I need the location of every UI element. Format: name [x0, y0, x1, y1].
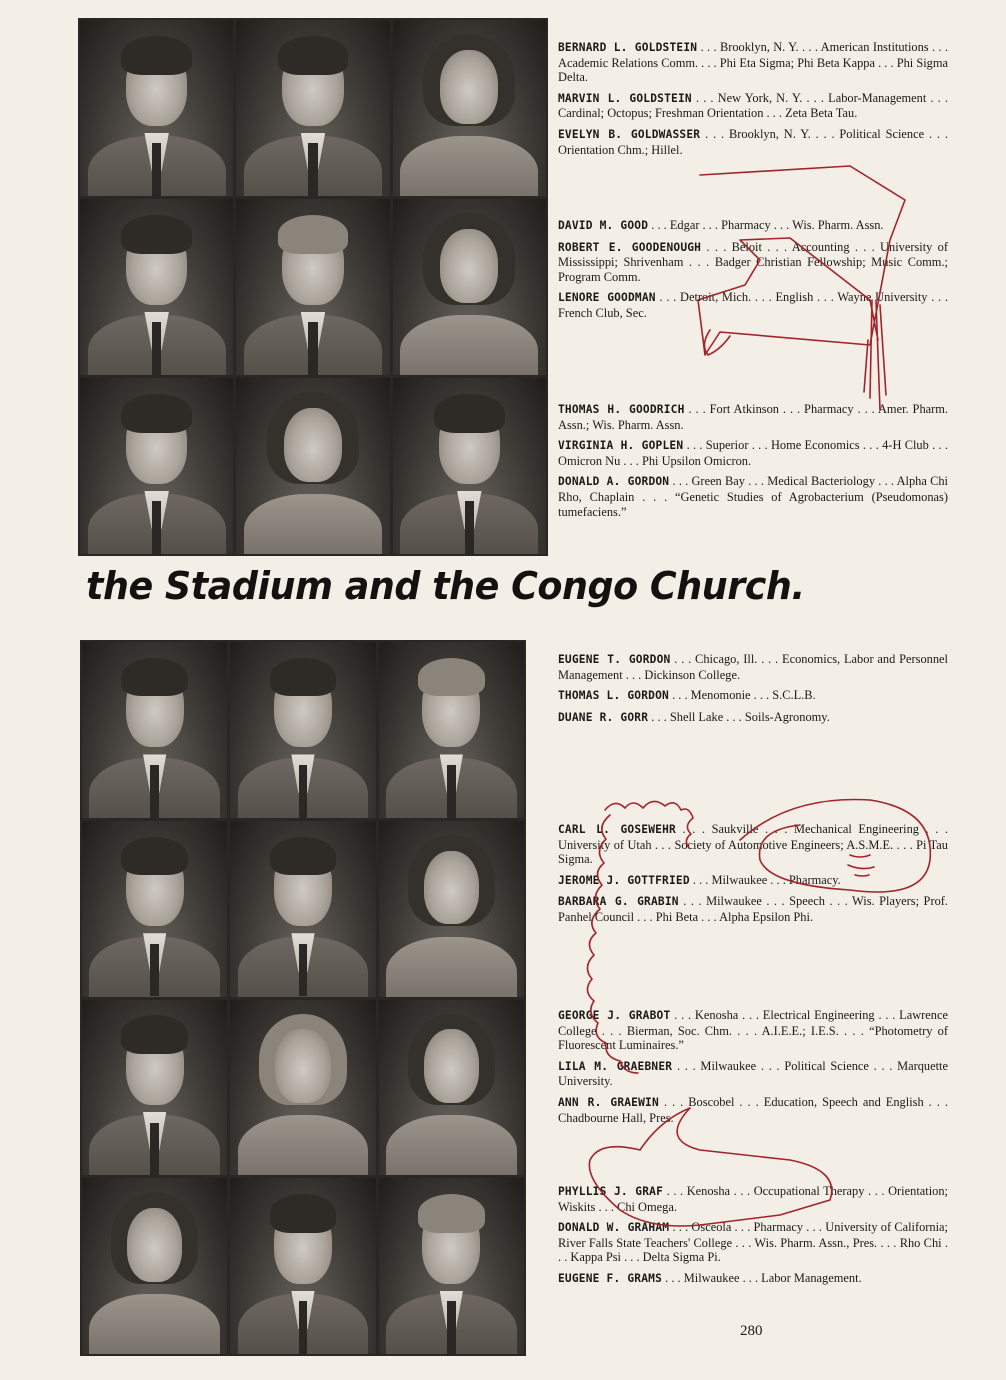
portrait-photo [82, 1178, 227, 1354]
student-entry [558, 218, 948, 234]
student-name: EUGENE T. GORDON [558, 653, 671, 666]
portrait-photo [82, 821, 227, 997]
top-portrait-grid [78, 18, 548, 556]
portrait-photo [393, 20, 546, 196]
student-entry [558, 127, 948, 157]
student-details: . . . Saukville . . . Mechanical Engineering . . . University of Utah . . . Society of Automotive Engineers; A.S.M.E. . . . Pi Tau Sigma. [558, 822, 949, 867]
portrait-photo [230, 642, 375, 818]
student-details: . . . Milwaukee . . . Political Science . . . Marquette University. [558, 1058, 949, 1089]
student-entry [558, 438, 948, 468]
student-name: THOMAS L. GORDON [558, 689, 669, 703]
student-name: LILA M. GRAEBNER [558, 1059, 673, 1073]
portrait-photo [379, 1000, 524, 1176]
entry-block [558, 1184, 948, 1287]
student-details: . . . Edgar . . . Pharmacy . . . Wis. Pharm. Assn. [648, 218, 884, 232]
student-details: . . . Brooklyn, N. Y. . . . American Institutions . . . Academic Relations Comm. . . . Phi Eta Sigma; Phi Beta Kappa . . . Phi Sigma Delta. [558, 40, 948, 85]
student-details: . . . Superior . . . Home Economics . . . 4-H Club . . . Omicron Nu . . . Phi Upsilon Omicron. [558, 438, 948, 468]
student-entry [558, 822, 948, 867]
student-details: . . . Milwaukee . . . Speech . . . Wis. Players; Prof. Panhel Council . . . Phi Beta . . . Alpha Epsilon Phi. [558, 894, 948, 924]
entry-block [558, 402, 948, 519]
student-details: . . . Kenosha . . . Occupational Therapy . . . Orientation; Wiskits . . . Chi Omega. [558, 1184, 948, 1214]
student-name: JEROME J. GOTTFRIED [558, 873, 690, 887]
portrait-photo [82, 642, 227, 818]
student-entry [558, 1220, 948, 1265]
student-entry [558, 402, 948, 432]
portrait-photo [236, 20, 389, 196]
student-entry [558, 1271, 948, 1287]
student-name: GEORGE J. GRABOT [558, 1009, 671, 1022]
student-details: . . . Osceola . . . Pharmacy . . . University of California; River Falls State Teachers' College . . . Wis. Pharm. Assn., Pres. . . . Rho Chi . . . Kappa Psi . . . Delta Sigma Pi. [558, 1220, 949, 1265]
student-name: DAVID M. GOOD [558, 219, 649, 232]
student-entry [558, 688, 948, 704]
portrait-photo [236, 199, 389, 375]
student-name: DUANE R. GORR [558, 710, 649, 724]
page-number: 280 [740, 1323, 763, 1339]
student-entry [558, 1008, 948, 1053]
student-entry [558, 91, 948, 121]
student-details: . . . New York, N. Y. . . . Labor-Management . . . Cardinal; Octopus; Freshman Orientation . . . Zeta Beta Tau. [558, 90, 948, 121]
portrait-photo [393, 199, 546, 375]
student-name: ANN R. GRAEWIN [558, 1095, 659, 1109]
portrait-photo [230, 821, 375, 997]
entry-block [558, 652, 948, 725]
student-details: . . . Menomonie . . . S.C.L.B. [668, 688, 816, 703]
student-details: . . . Brooklyn, N. Y. . . . Political Science . . . Orientation Chm.; Hillel. [558, 126, 948, 157]
student-details: . . . Milwaukee . . . Pharmacy. [689, 872, 841, 887]
student-entry [558, 894, 948, 924]
bottom-portrait-grid [80, 640, 526, 1356]
portrait-photo [379, 821, 524, 997]
entry-block [558, 40, 948, 157]
student-name: PHYLLIS J. GRAF [558, 1185, 664, 1198]
portrait-photo [230, 1000, 375, 1176]
student-entry [558, 240, 948, 285]
student-entry [558, 652, 948, 682]
portrait-photo [236, 378, 389, 554]
student-name: DONALD W. GRAHAM [558, 1221, 670, 1235]
student-entry [558, 1059, 948, 1089]
portrait-photo [82, 1000, 227, 1176]
portrait-photo [393, 378, 546, 554]
student-name: EVELYN B. GOLDWASSER [558, 127, 701, 141]
student-name: BERNARD L. GOLDSTEIN [558, 41, 698, 54]
entry-block [558, 822, 948, 925]
student-details: . . . Beloit . . . Accounting . . . University of Mississippi; Shrivenham . . . Badger Christian Fellowship; Music Comm.; Program Comm. [558, 239, 948, 284]
portrait-photo [80, 378, 233, 554]
student-entry [558, 474, 948, 519]
page-headline: the Stadium and the Congo Church. [86, 564, 805, 608]
student-details: . . . Milwaukee . . . Labor Management. [662, 1270, 862, 1285]
student-details: . . . Kenosha . . . Electrical Engineering . . . Lawrence College . . . Bierman, Soc. Chm. . . . A.I.E.E.; I.E.S. . . . “Photometry of Fluorescent Luminaires.” [558, 1008, 948, 1053]
student-entry [558, 710, 948, 726]
student-details: . . . Boscobel . . . Education, Speech and English . . . Chadbourne Hall, Pres. [558, 1094, 948, 1125]
student-entry [558, 873, 948, 889]
entry-block [558, 218, 948, 321]
portrait-photo [80, 199, 233, 375]
student-name: THOMAS H. GOODRICH [558, 403, 685, 416]
student-details: . . . Chicago, Ill. . . . Economics, Labor and Personnel Management . . . Dickinson College. [558, 652, 948, 682]
student-name: EUGENE F. GRAMS [558, 1271, 663, 1285]
student-entry [558, 290, 948, 320]
student-name: CARL L. GOSEWEHR [558, 823, 676, 836]
student-details: . . . Shell Lake . . . Soils-Agronomy. [648, 709, 830, 724]
student-name: VIRGINIA H. GOPLEN [558, 439, 684, 453]
student-name: BARBARA G. GRABIN [558, 895, 679, 909]
student-entry [558, 1184, 948, 1214]
student-details: . . . Detroit, Mich. . . . English . . . Wayne University . . . French Club, Sec. [558, 290, 948, 320]
portrait-photo [80, 20, 233, 196]
portrait-photo [379, 642, 524, 818]
student-details: . . . Green Bay . . . Medical Bacteriology . . . Alpha Chi Rho, Chaplain . . . “Genetic Studies of Agrobacterium (Pseudomonas) tumefaciens.” [558, 474, 948, 519]
student-entry [558, 1095, 948, 1125]
student-name: MARVIN L. GOLDSTEIN [558, 91, 692, 105]
student-entry [558, 40, 948, 85]
portrait-photo [230, 1178, 375, 1354]
student-name: LENORE GOODMAN [558, 291, 656, 305]
entry-block [558, 1008, 948, 1125]
portrait-photo [379, 1178, 524, 1354]
student-name: ROBERT E. GOODENOUGH [558, 240, 702, 254]
student-name: DONALD A. GORDON [558, 475, 670, 489]
student-details: . . . Fort Atkinson . . . Pharmacy . . . Amer. Pharm. Assn.; Wis. Pharm. Assn. [558, 402, 949, 432]
